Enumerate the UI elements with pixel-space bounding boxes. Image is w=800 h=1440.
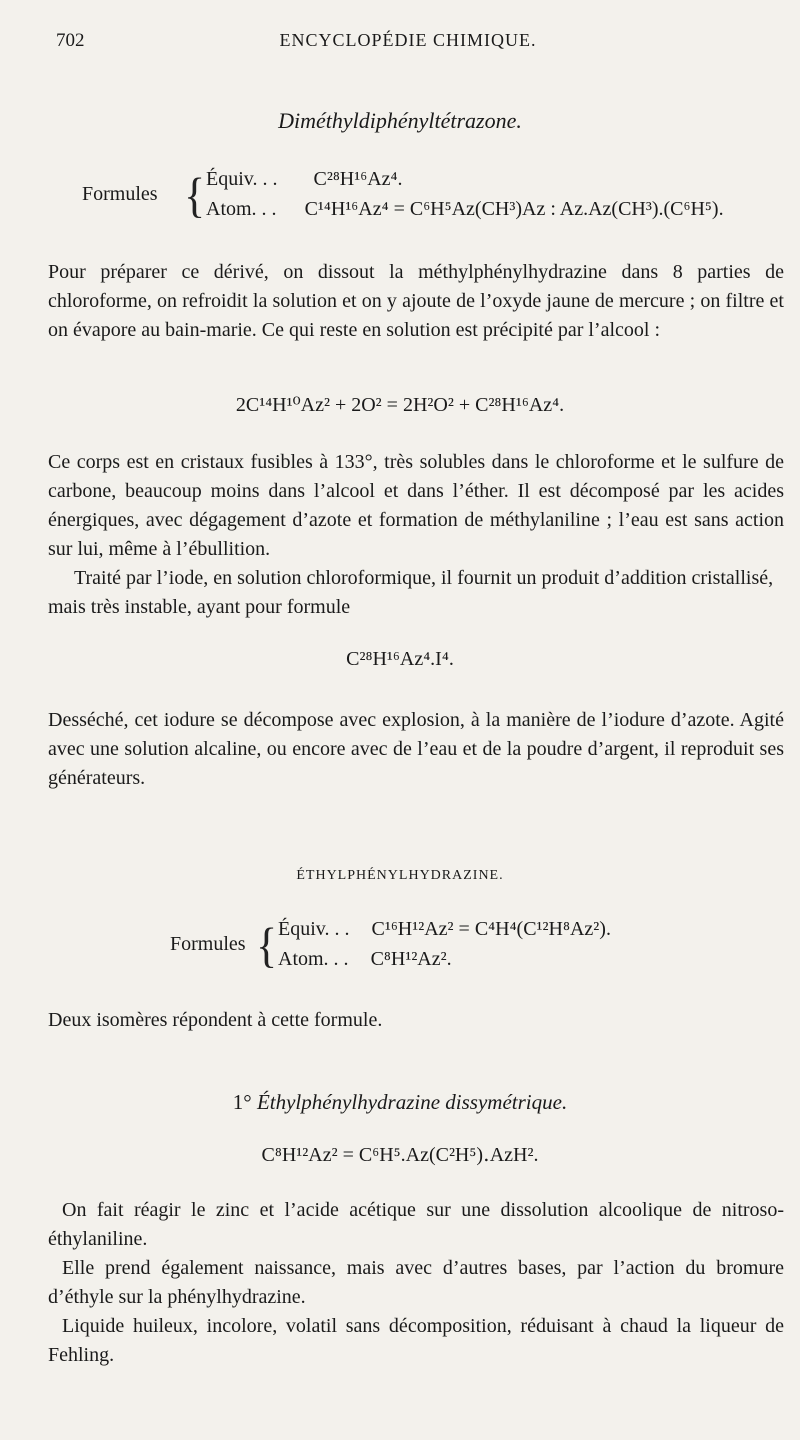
atom-formula: C⁸H¹²Az².	[370, 948, 452, 970]
equiv-formula: C²⁸H¹⁶Az⁴.	[313, 168, 403, 190]
page-number: 702	[56, 30, 85, 51]
paragraph: Traité par l’iode, en solution chloroformique, il fournit un produit d’addition cristallisé, mais très instable, ayant pour formule	[48, 567, 774, 618]
paragraph: On fait réagir le zinc et l’acide acétique sur une dissolution alcoolique de nitroso-éthylaniline.	[48, 1199, 784, 1250]
equation: C⁸H¹²Az² = C⁶H⁵.Az(C²H⁵)․AzH².	[261, 1144, 539, 1166]
equiv-label: Équiv. . .	[278, 918, 350, 940]
atom-label: Atom. . .	[278, 948, 349, 970]
paragraph: Pour préparer ce dérivé, on dissout la méthylphénylhydrazine dans 8 parties de chloroforme, on refroidit la solution et on y ajoute de l’oxyde jaune de mercure ; on filtre et on évapore au bain-marie. Ce qui reste en solution est précipité par l’alcool :	[48, 261, 784, 341]
equiv-formula: C¹⁶H¹²Az² = C⁴H⁴(C¹²H⁸Az²).	[371, 918, 611, 940]
paragraph: Deux isomères répondent à cette formule.	[48, 1009, 383, 1031]
equiv-row	[206, 168, 403, 191]
paragraph: Ce corps est en cristaux fusibles à 133°, très solubles dans le chloroforme et le sulfure de carbone, beaucoup moins dans l’alcool et dans l’éther. Il est décomposé par les acides énergiques, avec dégagement d’azote et formation de méthylaniline ; l’eau est sans action sur lui, même à l’ébullition.	[48, 451, 784, 560]
page-header	[56, 30, 760, 54]
brace-icon: {	[256, 918, 278, 973]
formula-block-2	[170, 918, 730, 978]
atom-row	[278, 948, 452, 971]
compound-title-1: Diméthyldiphényltétrazone.	[278, 108, 522, 133]
isomer-number: 1°	[232, 1090, 252, 1114]
paragraph: Liquide huileux, incolore, volatil sans décomposition, réduisant à chaud la liqueur de Fehling.	[48, 1315, 784, 1366]
compound-title-2: ÉTHYLPHÉNYLHYDRAZINE.	[296, 868, 504, 883]
formules-label: Formules	[170, 933, 246, 955]
equiv-row	[278, 918, 611, 941]
atom-formula: C¹⁴H¹⁶Az⁴ = C⁶H⁵Az(CH³)Az : Az.Az(CH³).(C⁶H⁵).	[304, 198, 724, 220]
running-title: ENCYCLOPÉDIE CHIMIQUE.	[279, 30, 537, 50]
equation: 2C¹⁴H¹⁰Az² + 2O² = 2H²O² + C²⁸H¹⁶Az⁴.	[235, 394, 565, 416]
atom-row	[206, 198, 724, 221]
equation: C²⁸H¹⁶Az⁴.I⁴.	[346, 648, 454, 670]
equiv-label: Équiv. . .	[206, 168, 278, 190]
formula-block-1	[82, 168, 782, 228]
isomer-subtitle	[0, 1090, 800, 1115]
paragraph: Desséché, cet iodure se décompose avec explosion, à la manière de l’iodure d’azote. Agité avec une solution alcaline, ou encore avec de l’eau et de la poudre d’argent, il reproduit ses générateurs.	[48, 709, 784, 789]
isomer-title: Éthylphénylhydrazine dissymétrique.	[256, 1090, 568, 1114]
brace-icon: {	[184, 168, 206, 223]
paragraph: Elle prend également naissance, mais avec d’autres bases, par l’action du bromure d’éthyle sur la phénylhydrazine.	[48, 1257, 784, 1308]
formules-label: Formules	[82, 183, 158, 205]
atom-label: Atom. . .	[206, 198, 277, 220]
